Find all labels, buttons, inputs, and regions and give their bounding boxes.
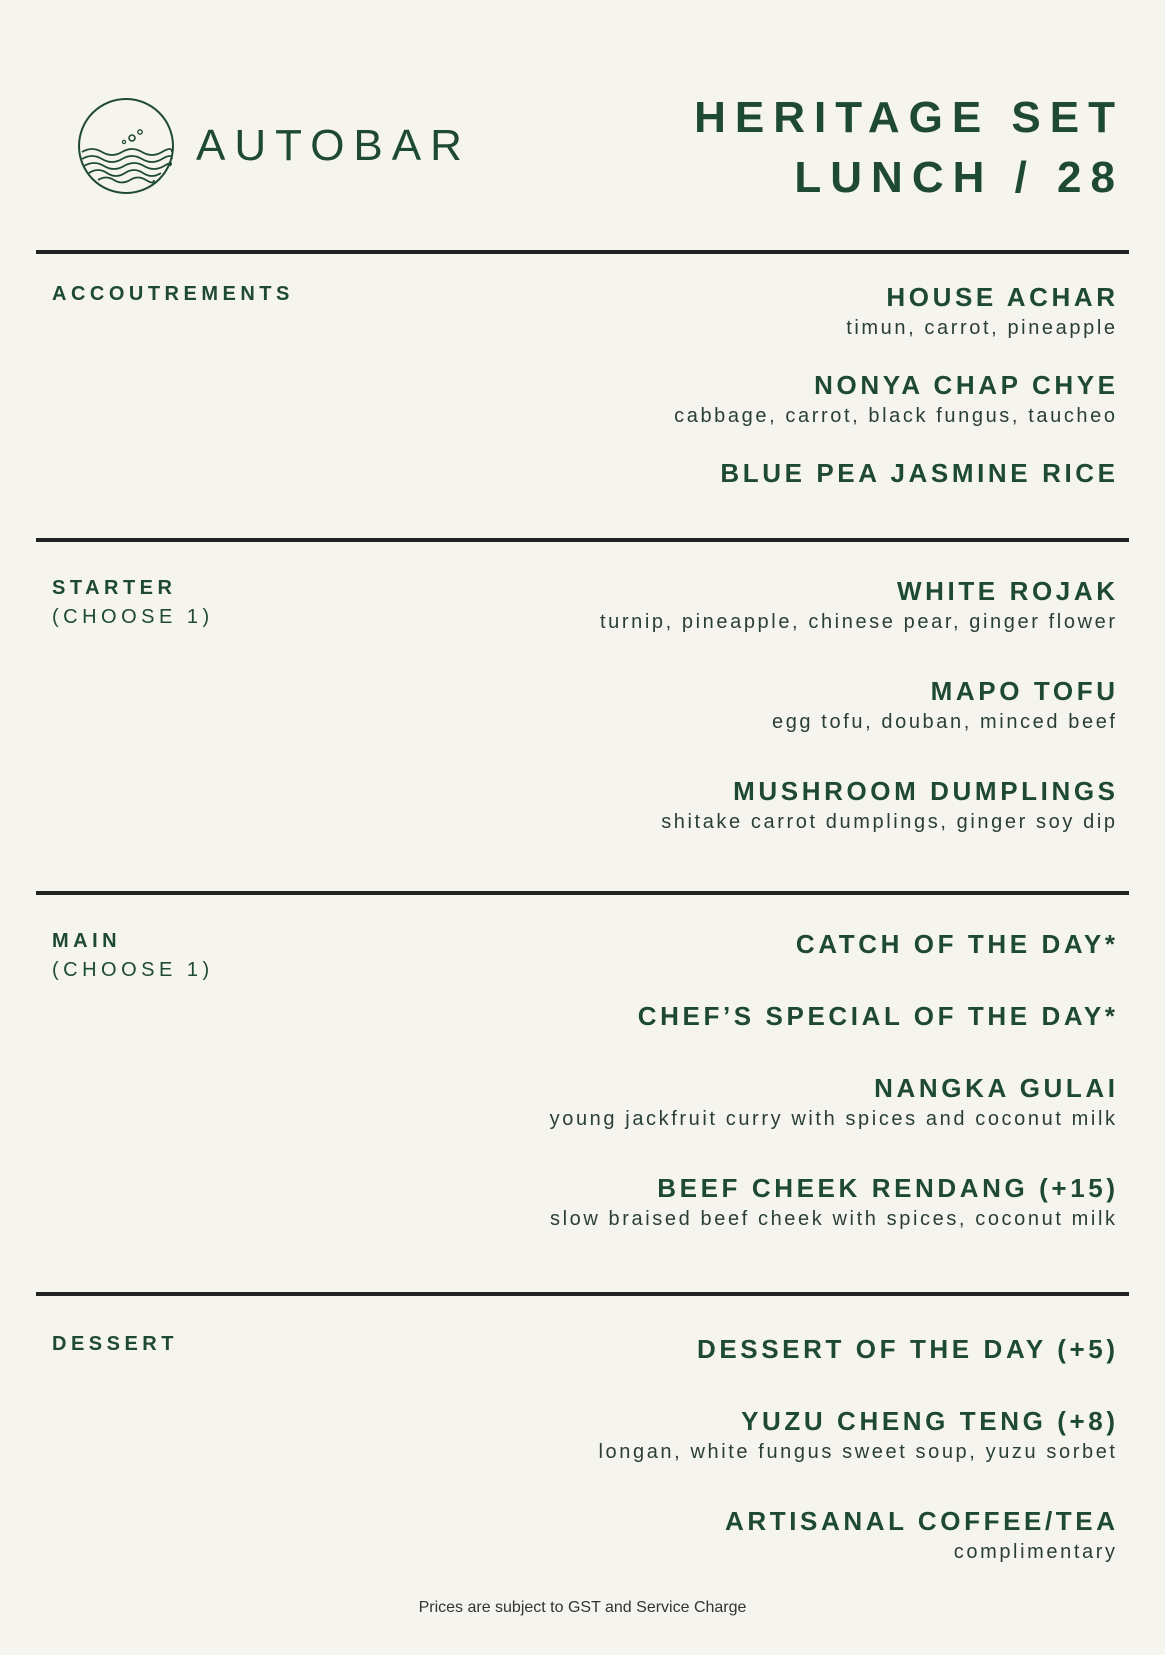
item-name: WHITE ROJAK bbox=[896, 576, 1119, 606]
section-divider bbox=[36, 538, 1129, 542]
menu-title-line2: LUNCH / 28 bbox=[794, 153, 1124, 202]
section-label bbox=[52, 574, 214, 632]
section-divider bbox=[36, 250, 1129, 254]
item-description: cabbage, carrot, black fungus, taucheo bbox=[674, 405, 1118, 427]
menu-item bbox=[598, 1504, 1119, 1566]
item-name: ARTISANAL COFFEE/TEA bbox=[724, 1506, 1119, 1536]
menu-item bbox=[550, 999, 1119, 1033]
item-description: longan, white fungus sweet soup, yuzu sorbet bbox=[598, 1441, 1118, 1463]
item-description: egg tofu, douban, minced beef bbox=[771, 711, 1118, 733]
price-note: Prices are subject to GST and Service Charge bbox=[418, 1599, 747, 1616]
item-name: BEEF CHEEK RENDANG (+15) bbox=[657, 1173, 1119, 1203]
item-list bbox=[599, 574, 1119, 862]
item-list bbox=[674, 280, 1119, 516]
menu-item bbox=[549, 1171, 1119, 1233]
section-subtitle: (CHOOSE 1) bbox=[52, 606, 214, 628]
item-name: HOUSE ACHAR bbox=[886, 282, 1119, 312]
section-subtitle: (CHOOSE 1) bbox=[52, 959, 214, 981]
item-list bbox=[598, 1332, 1119, 1592]
section-divider bbox=[36, 1292, 1129, 1296]
section-title: MAIN bbox=[52, 930, 122, 952]
item-description: timun, carrot, pineapple bbox=[846, 317, 1118, 339]
section-title: ACCOUTREMENTS bbox=[52, 283, 294, 305]
section-divider bbox=[36, 891, 1129, 895]
item-name: CHEF’S SPECIAL OF THE DAY* bbox=[637, 1001, 1119, 1031]
item-description: complimentary bbox=[953, 1541, 1118, 1563]
menu-title-line1: HERITAGE SET bbox=[694, 93, 1124, 142]
section-title: STARTER bbox=[52, 577, 177, 599]
section-label bbox=[52, 927, 214, 985]
item-name: NONYA CHAP CHYE bbox=[814, 370, 1119, 400]
item-name: MAPO TOFU bbox=[930, 676, 1119, 706]
menu-item bbox=[550, 927, 1119, 961]
item-list bbox=[549, 927, 1119, 1259]
item-name: NANGKA GULAI bbox=[874, 1073, 1119, 1103]
menu-item bbox=[598, 1404, 1119, 1466]
item-description: slow braised beef cheek with spices, coconut milk bbox=[549, 1208, 1118, 1230]
section-title: DESSERT bbox=[52, 1333, 178, 1355]
menu-item bbox=[674, 456, 1119, 490]
menu-item bbox=[674, 368, 1119, 430]
menu-item bbox=[549, 1071, 1119, 1133]
menu-item bbox=[598, 1332, 1119, 1366]
item-name: BLUE PEA JASMINE RICE bbox=[720, 458, 1119, 488]
item-name: CATCH OF THE DAY* bbox=[795, 929, 1119, 959]
menu-item bbox=[674, 280, 1119, 342]
menu-item bbox=[600, 674, 1119, 736]
menu-title bbox=[694, 88, 1124, 208]
section-label bbox=[52, 280, 294, 309]
menu-item bbox=[600, 774, 1119, 836]
item-name: DESSERT OF THE DAY (+5) bbox=[696, 1334, 1119, 1364]
section-label bbox=[52, 1330, 178, 1359]
menu-item bbox=[599, 574, 1119, 636]
item-description: turnip, pineapple, chinese pear, ginger flower bbox=[599, 611, 1118, 633]
item-description: young jackfruit curry with spices and coconut milk bbox=[549, 1108, 1118, 1130]
item-name: MUSHROOM DUMPLINGS bbox=[733, 776, 1119, 806]
item-name: YUZU CHENG TENG (+8) bbox=[741, 1406, 1119, 1436]
wave-circle-icon bbox=[76, 96, 176, 196]
brand-logo bbox=[76, 96, 471, 196]
brand-name: AUTOBAR bbox=[196, 121, 471, 170]
item-description: shitake carrot dumplings, ginger soy dip bbox=[661, 811, 1118, 833]
menu-header bbox=[0, 0, 1165, 250]
